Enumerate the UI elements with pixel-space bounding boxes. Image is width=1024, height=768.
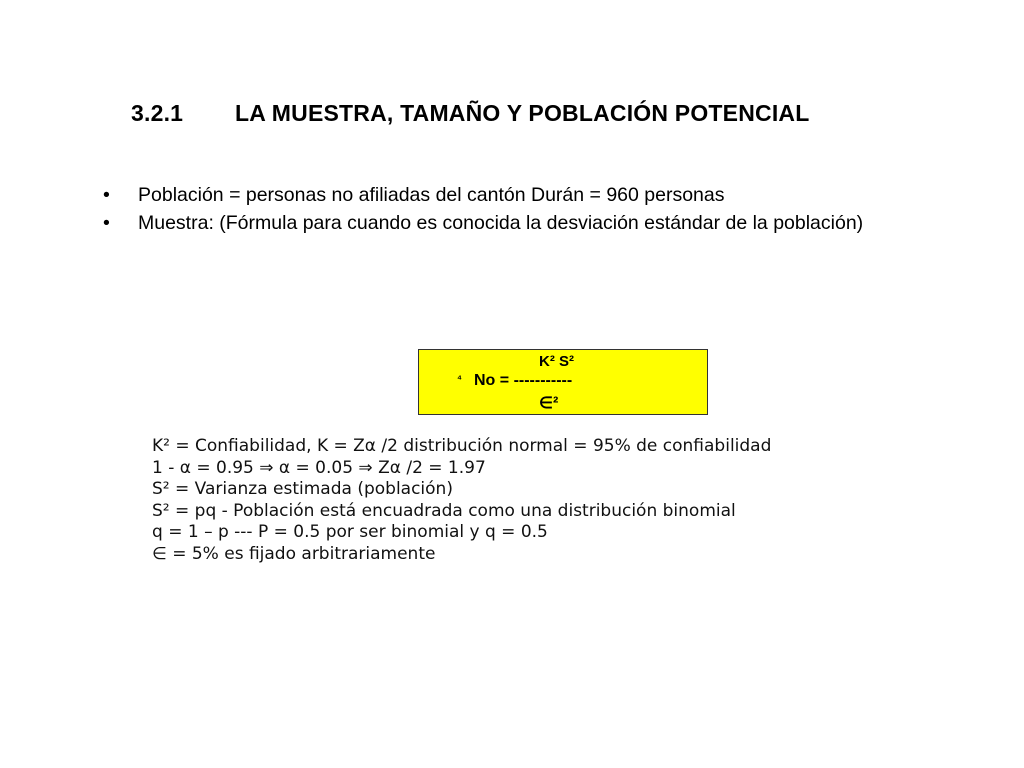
definition-line: ∈ = 5% es fijado arbitrariamente	[152, 543, 436, 564]
bullet-text: Población = personas no afiliadas del cantón Durán = 960 personas	[138, 184, 725, 206]
definition-line: K² = Confiabilidad, K = Zα /2 distribución normal = 95% de confiabilidad	[152, 436, 772, 456]
formula-numerator: K² S²	[539, 353, 574, 370]
bullet-list	[103, 181, 948, 237]
bullet-item-poblacion	[103, 181, 948, 209]
formula-lhs: No = -----------	[474, 372, 573, 389]
definition-line: S² = Varianza estimada (población)	[152, 479, 453, 499]
section-title-text: LA MUESTRA, TAMAÑO Y POBLACIÓN POTENCIAL	[235, 100, 810, 126]
slide-title	[131, 100, 810, 127]
formula-definitions	[152, 436, 771, 565]
definition-line: q = 1 – p --- P = 0.5 por ser binomial y q = 0.5	[152, 522, 548, 542]
formula-marker: ⁴	[457, 374, 462, 385]
bullet-dot: •	[103, 212, 110, 234]
bullet-item-muestra	[103, 209, 948, 237]
section-number: 3.2.1	[131, 100, 184, 126]
bullet-text: Muestra: (Fórmula para cuando es conocida la desviación estándar de la población)	[138, 212, 864, 234]
definition-line: S² = pq - Población está encuadrada como una distribución binomial	[152, 500, 736, 521]
definition-line: 1 - α = 0.95 ⇒ α = 0.05 ⇒ Zα /2 = 1.97	[152, 457, 486, 478]
sample-size-formula-box	[418, 349, 708, 415]
bullet-dot: •	[103, 184, 110, 206]
formula-denominator: ∈²	[539, 395, 559, 412]
